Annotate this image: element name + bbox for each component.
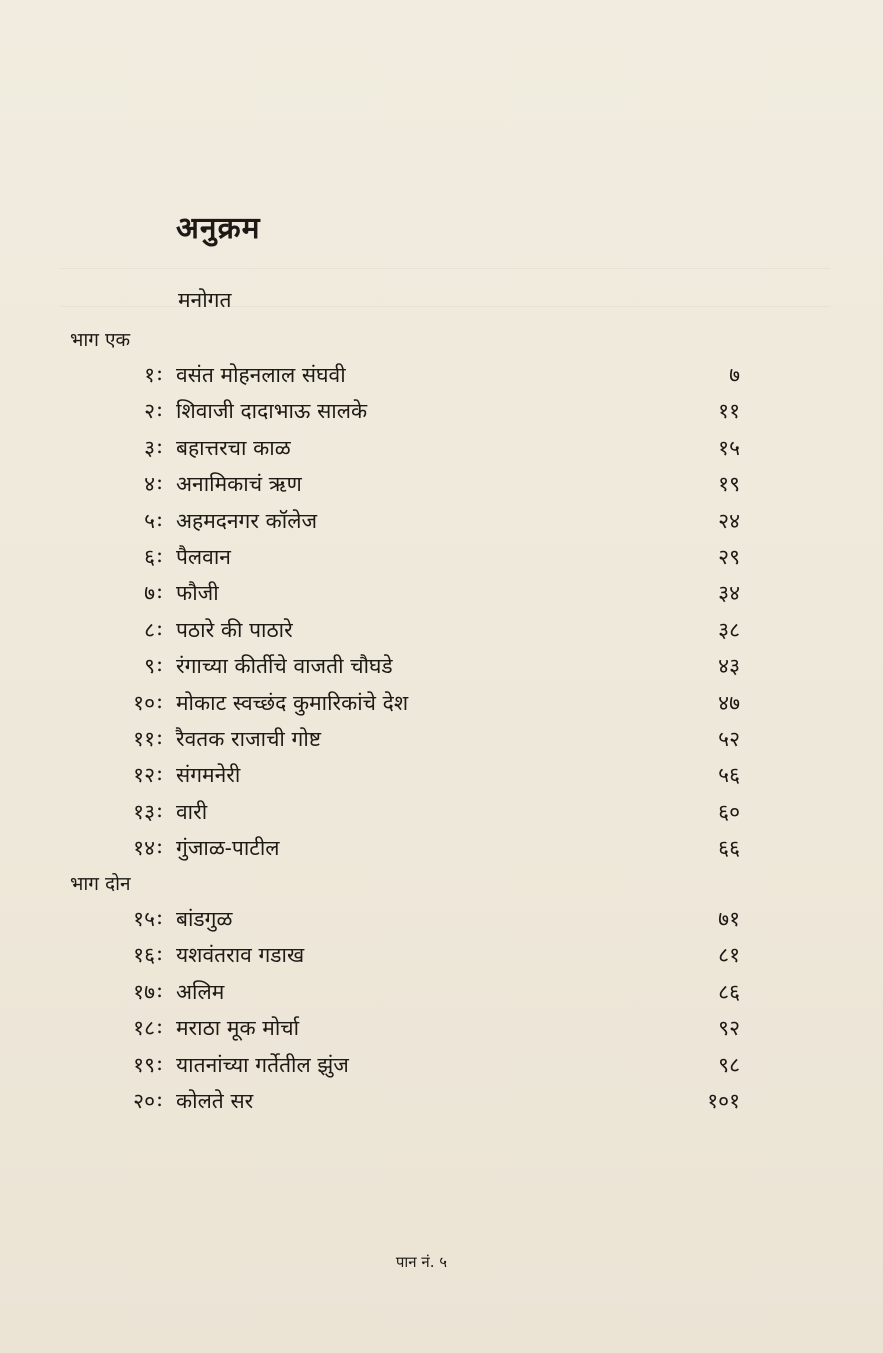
toc-row [0,1014,883,1050]
chapter-title: रैवतक राजाची गोष्ट [176,727,322,751]
chapter-title: पैलवान [176,545,231,569]
chapter-title: रंगाच्या कीर्तीचे वाजती चौघडे [176,654,393,678]
chapter-number: १८ [133,1016,155,1040]
page-number: १९ [718,472,740,496]
page-title: अनुक्रम [176,211,261,246]
separator: : [156,434,164,458]
page-number: ३४ [718,581,740,605]
chapter-number: १ [144,363,155,387]
page-number: २४ [718,509,740,533]
part-heading: भाग एक [70,329,131,351]
page-number: ३८ [718,618,740,642]
chapter-number: १२ [133,763,155,787]
separator: : [156,689,164,713]
chapter-number: ४ [144,472,155,496]
chapter-title: वारी [176,800,208,824]
page-number: १५ [718,436,740,460]
chapter-number: १४ [133,836,155,860]
page-footer [0,1252,883,1272]
separator: : [156,905,164,929]
separator: : [156,761,164,785]
page-number: ९२ [718,1016,740,1040]
chapter-number: ७ [144,581,155,605]
chapter-number: १७ [133,980,155,1004]
page-number: ५२ [718,727,740,751]
page-number: ८६ [718,980,740,1004]
chapter-title: अलिम [176,980,225,1004]
page-number: ६० [718,800,740,824]
separator: : [156,397,164,421]
toc-row [0,1087,883,1123]
chapter-number: १६ [133,943,155,967]
chapter-title: मराठा मूक मोर्चा [176,1016,300,1040]
toc-row [0,761,883,797]
toc-row [0,652,883,688]
chapter-number: ६ [144,545,155,569]
page-number: ५६ [718,763,740,787]
chapter-title: बहात्तरचा काळ [176,436,291,460]
chapter-title: पठारे की पाठारे [176,618,293,642]
chapter-title: कोलते सर [176,1089,254,1113]
chapter-title: अनामिकाचं ऋण [176,472,302,496]
separator: : [156,361,164,385]
separator: : [156,652,164,676]
chapter-title: अहमदनगर कॉलेज [176,509,318,533]
separator: : [156,579,164,603]
separator: : [156,543,164,567]
separator: : [156,1014,164,1038]
page-number: ४७ [718,691,740,715]
toc-row [0,978,883,1014]
page-number: ११ [718,399,740,423]
toc-row [0,397,883,433]
chapter-title: फौजी [176,581,219,605]
chapter-number: ३ [144,436,155,460]
part-heading: भाग दोन [70,873,131,895]
separator: : [156,798,164,822]
toc-row [0,1051,883,1087]
toc-row [0,798,883,834]
chapter-number: २ [144,399,155,423]
toc-row [0,543,883,579]
page-number: ८१ [718,943,740,967]
page-number: २९ [718,545,740,569]
toc-row [0,905,883,941]
chapter-title: शिवाजी दादाभाऊ सालके [176,399,368,423]
toc-row [0,434,883,470]
toc-row [0,834,883,870]
chapter-title: गुंजाळ-पाटील [176,836,280,860]
toc-row [0,725,883,761]
chapter-title: यातनांच्या गर्तेतील झुंज [176,1053,349,1077]
page-number: ७ [729,363,740,387]
separator: : [156,725,164,749]
separator: : [156,941,164,965]
preface-entry: मनोगत [178,288,232,312]
bleed-through-line [60,306,830,307]
page-number: ४३ [718,654,740,678]
chapter-number: १० [133,691,155,715]
toc-row [0,470,883,506]
chapter-number: १५ [133,907,155,931]
toc-row [0,616,883,652]
separator: : [156,616,164,640]
chapter-number: ११ [133,727,155,751]
chapter-title: मोकाट स्वच्छंद कुमारिकांचे देश [176,691,409,715]
separator: : [156,470,164,494]
page-number: ९८ [718,1053,740,1077]
chapter-number: १३ [133,800,155,824]
chapter-number: ५ [144,509,155,533]
separator: : [156,1051,164,1075]
separator: : [156,978,164,1002]
chapter-number: १९ [133,1053,155,1077]
toc-row [0,941,883,977]
chapter-title: संगमनेरी [176,763,241,787]
toc-row [0,689,883,725]
page-number: ६६ [718,836,740,860]
chapter-title: बांडगुळ [176,907,233,931]
page-number-label: पान नं. ५ [395,1253,448,1271]
chapter-number: २० [133,1089,155,1113]
chapter-title: यशवंतराव गडाख [176,943,305,967]
chapter-number: ९ [144,654,155,678]
separator: : [156,507,164,531]
page-number: ७१ [718,907,740,931]
bleed-through-line [60,268,830,269]
chapter-number: ८ [144,618,155,642]
toc-row [0,361,883,397]
separator: : [156,834,164,858]
separator: : [156,1087,164,1111]
page-number: १०१ [707,1089,740,1113]
toc-row [0,579,883,615]
toc-row [0,507,883,543]
chapter-title: वसंत मोहनलाल संघवी [176,363,346,387]
